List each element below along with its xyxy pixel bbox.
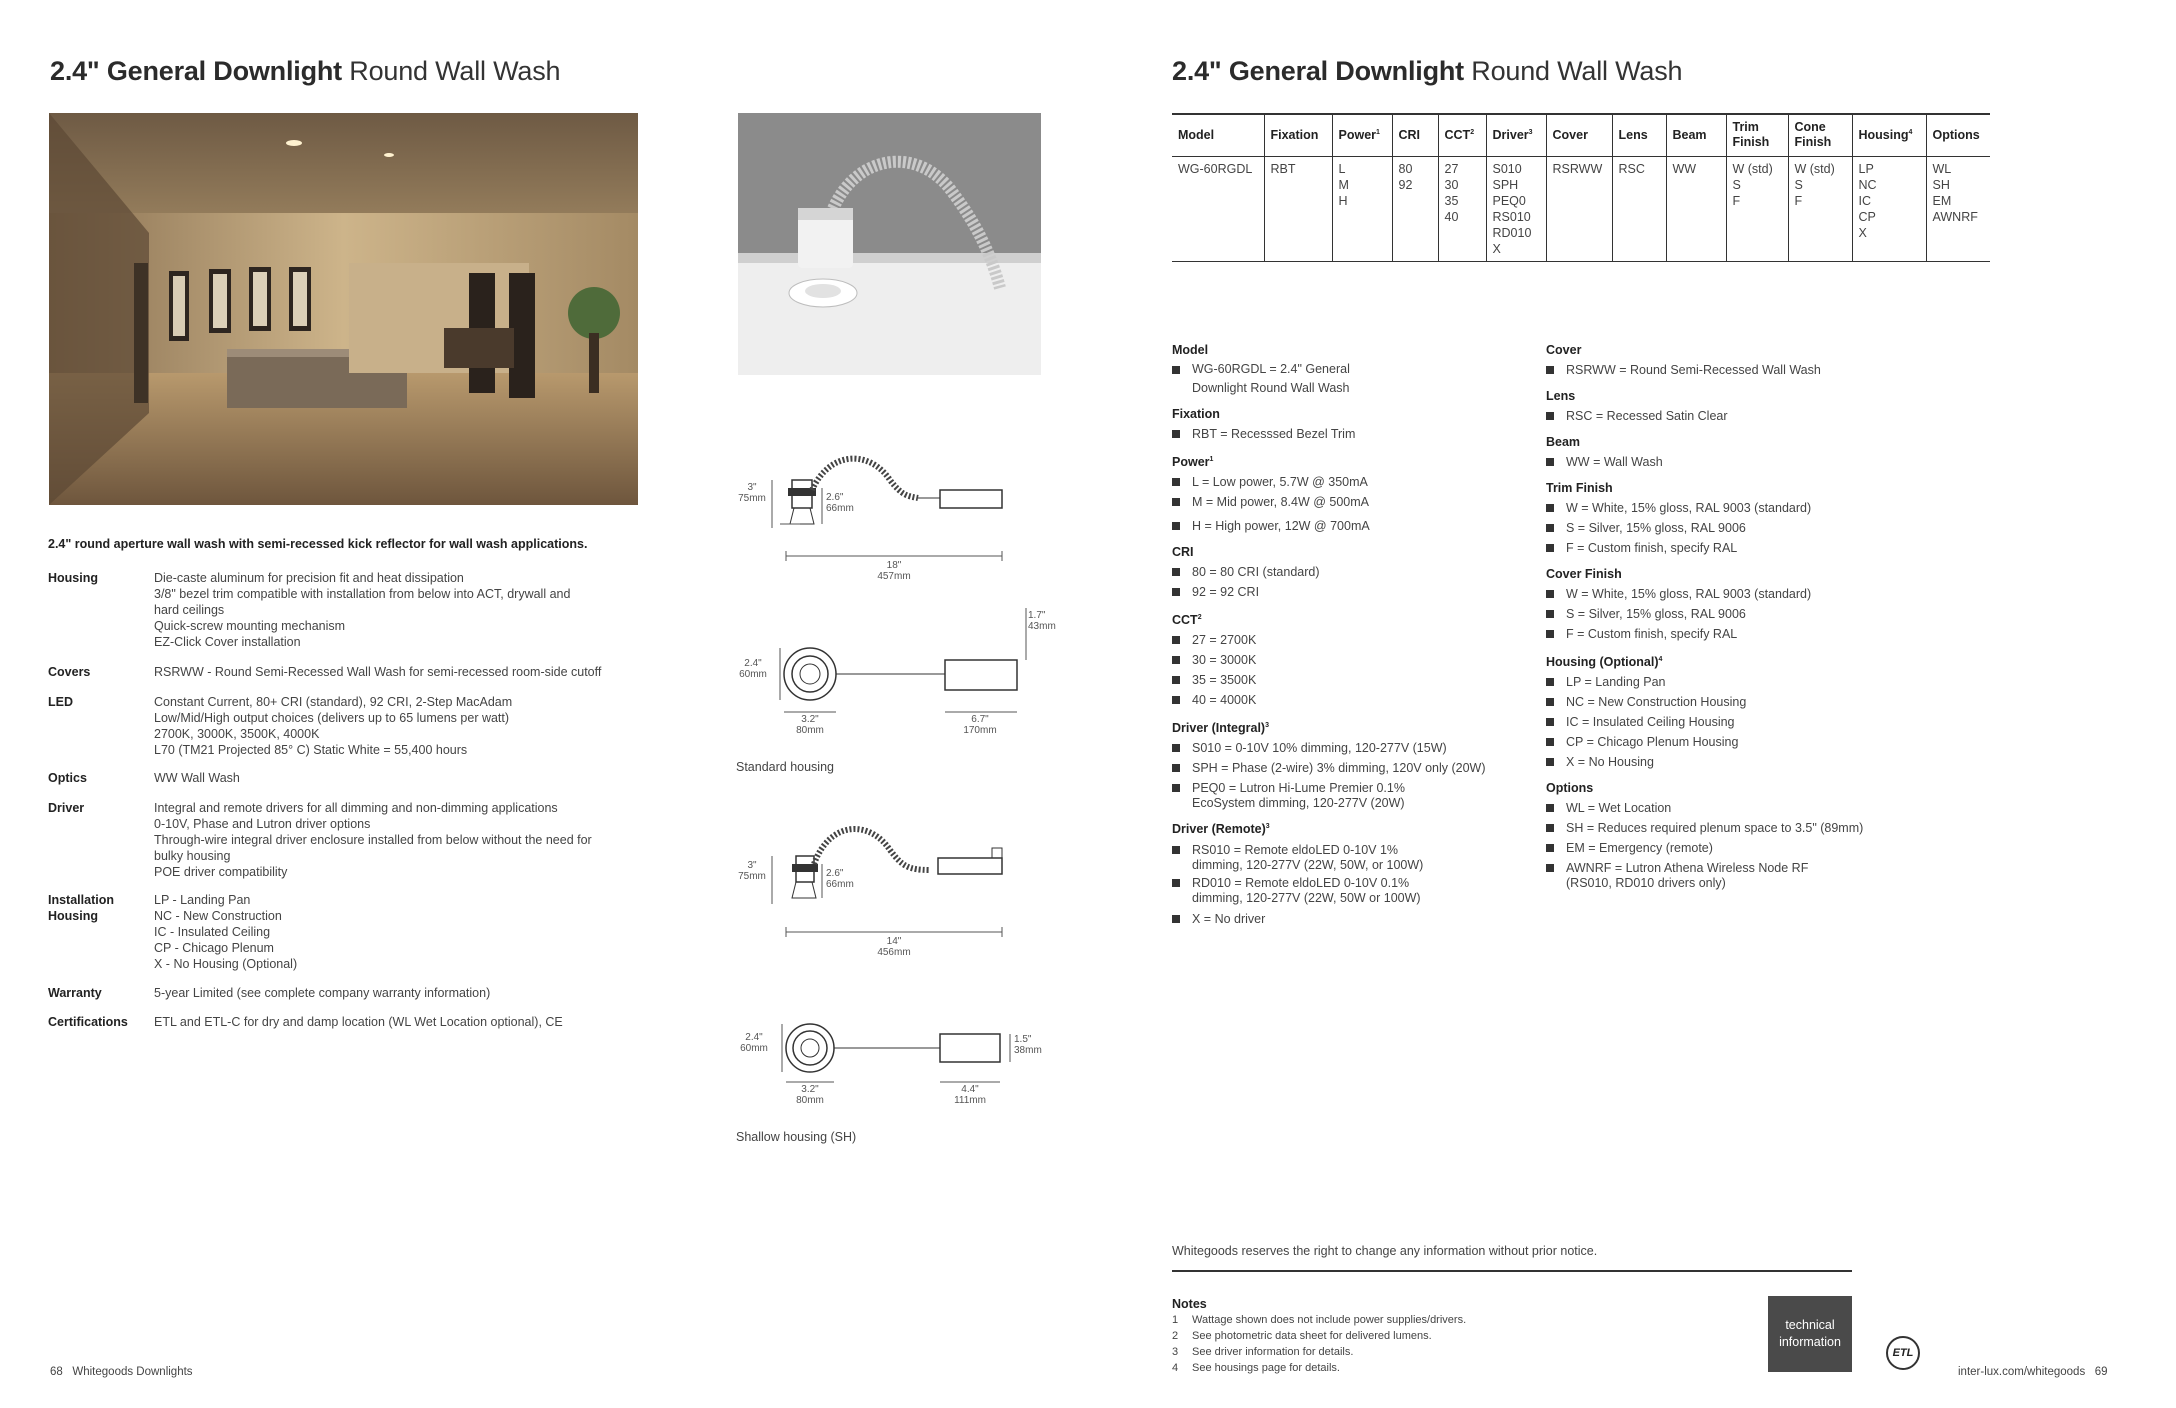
key-item: F = Custom finish, specify RAL xyxy=(1546,538,1926,558)
th-cct: CCT$^2$ xyxy=(1438,114,1486,156)
spec-line: EZ-Click Cover installation xyxy=(154,635,301,649)
key-heading: Options xyxy=(1546,781,1594,796)
note-item: 2 See photometric data sheet for delivered lumens. xyxy=(1172,1330,1432,1342)
th-driver: Driver$^3$ xyxy=(1486,114,1546,156)
th-lens: Lens xyxy=(1612,114,1666,156)
key-item: LP = Landing Pan xyxy=(1546,672,1926,692)
key-item: F = Custom finish, specify RAL xyxy=(1546,624,1926,644)
key-item: 35 = 3500K xyxy=(1172,670,1532,690)
key-item: 80 = 80 CRI (standard) xyxy=(1172,562,1532,582)
dim-mm: 80mm xyxy=(796,1095,824,1106)
key-group-driver-remote xyxy=(1172,817,1532,928)
dim-in: 3" xyxy=(747,860,757,871)
std-top-box-label xyxy=(950,714,1010,736)
std-side-trim-label xyxy=(826,492,854,514)
spec-line: CP - Chicago Plenum xyxy=(154,941,274,955)
dim-in: 4.4" xyxy=(961,1084,979,1095)
spec-line: ETL and ETL-C for dry and damp location (WL Wet Location optional), CE xyxy=(154,1015,563,1029)
dim-in: 1.7" xyxy=(1028,610,1046,621)
spec-value xyxy=(154,985,634,1001)
dim-mm: 66mm xyxy=(826,879,854,890)
dim-in: 3" xyxy=(747,482,757,493)
key-item: RBT = Recesssed Bezel Trim xyxy=(1172,424,1532,444)
key-heading: CRI xyxy=(1172,545,1194,560)
std-side-length-label xyxy=(864,560,924,582)
notes-heading: Notes xyxy=(1172,1297,1207,1311)
key-group-cover xyxy=(1546,340,1926,380)
dim-mm: 75mm xyxy=(738,493,766,504)
key-group-cri xyxy=(1172,542,1532,602)
spec-label-line: Housing xyxy=(48,909,98,923)
key-item: W = White, 15% gloss, RAL 9003 (standard) xyxy=(1546,584,1926,604)
product-lead-text: 2.4" round aperture wall wash with semi-recessed kick reflector for wall wash applications. xyxy=(48,537,588,551)
key-item: W = White, 15% gloss, RAL 9003 (standard) xyxy=(1546,498,1926,518)
spec-line: LP - Landing Pan xyxy=(154,893,251,907)
spec-value xyxy=(154,800,634,880)
spec-label: Certifications xyxy=(48,1015,128,1029)
cell-trim-finish: W (std) S F xyxy=(1726,156,1788,261)
th-options: Options xyxy=(1926,114,1990,156)
th-beam: Beam xyxy=(1666,114,1726,156)
spec-line: 2700K, 3000K, 3500K, 4000K xyxy=(154,727,320,741)
key-item: X = No Housing xyxy=(1546,752,1926,772)
tech-box-line: information xyxy=(1779,1335,1841,1349)
key-group-cct xyxy=(1172,608,1532,710)
cell-model: WG-60RGDL xyxy=(1172,156,1264,261)
spec-line: hard ceilings xyxy=(154,603,225,617)
key-group-cover-finish xyxy=(1546,564,1926,644)
th-housing: Housing$^4$ xyxy=(1852,114,1926,156)
left-page-title xyxy=(50,56,560,87)
std-side-height-label xyxy=(730,482,774,504)
note-item: 4 See housings page for details. xyxy=(1172,1362,1340,1374)
key-item: EM = Emergency (remote) xyxy=(1546,838,1926,858)
key-item: NC = New Construction Housing xyxy=(1546,692,1926,712)
key-heading: Model xyxy=(1172,343,1209,357)
th-cover: Cover xyxy=(1546,114,1612,156)
spec-line: Low/Mid/High output choices (delivers up to 65 lumens per watt) xyxy=(154,711,510,725)
dim-mm: 38mm xyxy=(1014,1045,1042,1056)
key-group-lens xyxy=(1546,386,1926,426)
dim-mm: 60mm xyxy=(740,1043,768,1054)
spec-line: 0-10V, Phase and Lutron driver options xyxy=(154,817,371,831)
dim-in: 3.2" xyxy=(801,1084,819,1095)
dim-in: 1.5" xyxy=(1014,1034,1032,1045)
spec-value xyxy=(154,892,634,972)
key-group-beam xyxy=(1546,432,1926,472)
th-cone-finish: Cone Finish xyxy=(1788,114,1852,156)
key-item: WL = Wet Location xyxy=(1546,798,1926,818)
standard-housing-caption: Standard housing xyxy=(736,760,834,774)
hallway-scene-illustration xyxy=(49,113,638,505)
cell-cone-finish: W (std) S F xyxy=(1788,156,1852,261)
dim-in: 2.6" xyxy=(826,492,844,503)
dim-in: 18" xyxy=(886,560,902,571)
spec-value xyxy=(154,770,634,786)
dim-mm: 457mm xyxy=(877,571,911,582)
dim-in: 2.4" xyxy=(744,658,762,669)
notes-block xyxy=(1172,1296,1672,1376)
left-title-light: Round Wall Wash xyxy=(349,56,561,86)
key-group-power xyxy=(1172,450,1532,536)
spec-label: Optics xyxy=(48,771,87,785)
key-item: SH = Reduces required plenum space to 3.5" (89mm) xyxy=(1546,818,1926,838)
key-item: S = Silver, 15% gloss, RAL 9006 xyxy=(1546,604,1926,624)
spec-list xyxy=(48,570,648,1030)
key-item: IC = Insulated Ceiling Housing xyxy=(1546,712,1926,732)
right-title-bold: 2.4" General Downlight xyxy=(1172,56,1464,86)
spec-line: Die-caste aluminum for precision fit and heat dissipation xyxy=(154,571,464,585)
key-item: X = No driver xyxy=(1172,909,1532,929)
cell-driver: S010 SPH PEQ0 RS010 RD010 X xyxy=(1486,156,1546,261)
spec-line: NC - New Construction xyxy=(154,909,282,923)
spec-line: bulky housing xyxy=(154,849,231,863)
spec-line: 5-year Limited (see complete company warranty information) xyxy=(154,986,491,1000)
dim-in: 6.7" xyxy=(971,714,989,725)
th-fixation: Fixation xyxy=(1264,114,1332,156)
spec-line: RSRWW - Round Semi-Recessed Wall Wash for semi-recessed room-side cutoff xyxy=(154,665,602,679)
note-item: 3 See driver information for details. xyxy=(1172,1346,1354,1358)
key-item: SPH = Phase (2-wire) 3% dimming, 120V only (20W) xyxy=(1172,758,1532,778)
key-heading: Housing (Optional)$^4$ xyxy=(1546,655,1663,670)
key-heading: CCT$^2$ xyxy=(1172,613,1202,628)
note-item: 1 Wattage shown does not include power supplies/drivers. xyxy=(1172,1314,1467,1326)
cell-cri: 80 92 xyxy=(1392,156,1438,261)
key-heading: Lens xyxy=(1546,389,1576,403)
dim-in: 2.4" xyxy=(745,1032,763,1043)
key-item: CP = Chicago Plenum Housing xyxy=(1546,732,1926,752)
spec-line: IC - Insulated Ceiling xyxy=(154,925,271,939)
dim-mm: 66mm xyxy=(826,503,854,514)
downlight-render-illustration xyxy=(738,113,1041,375)
ordering-table-row xyxy=(1172,156,1990,261)
spec-line: 3/8" bezel trim compatible with installation from below into ACT, drywall and xyxy=(154,587,571,601)
key-heading: Driver (Remote)$^3$ xyxy=(1172,822,1270,837)
left-page-footer: 68 Whitegoods Downlights xyxy=(50,1366,193,1378)
key-item: 40 = 4000K xyxy=(1172,690,1532,710)
key-item: WW = Wall Wash xyxy=(1546,452,1926,472)
right-page-title xyxy=(1172,56,1682,87)
key-item: RS010 = Remote eldoLED 0-10V 1% dimming, 120-277V (22W, 50W, or 100W) xyxy=(1172,843,1452,873)
key-group-trim-finish xyxy=(1546,478,1926,558)
spec-line: L70 (TM21 Projected 85° C) Static White = 55,400 hours xyxy=(154,743,468,757)
shallow-housing-top-drawing xyxy=(730,1010,1070,1120)
key-item: H = High power, 12W @ 700mA xyxy=(1172,516,1532,536)
spec-value xyxy=(154,1014,634,1030)
dim-mm: 111mm xyxy=(954,1095,986,1106)
key-heading: Cover xyxy=(1546,343,1582,357)
etl-mark-text: ETL xyxy=(1892,1347,1914,1359)
key-item: 92 = 92 CRI xyxy=(1172,582,1532,602)
tech-box-line: technical xyxy=(1785,1318,1835,1332)
key-item: 30 = 3000K xyxy=(1172,650,1532,670)
spec-line: X - No Housing (Optional) xyxy=(154,957,298,971)
key-group-fixation xyxy=(1172,404,1532,444)
etl-certification-logo xyxy=(1886,1336,1920,1370)
dim-mm: 43mm xyxy=(1028,621,1056,632)
key-heading: Trim Finish xyxy=(1546,481,1613,495)
shallow-housing-caption: Shallow housing (SH) xyxy=(736,1130,857,1144)
spec-line: WW Wall Wash xyxy=(154,771,240,785)
key-item: S010 = 0-10V 10% dimming, 120-277V (15W) xyxy=(1172,738,1532,758)
dim-in: 2.6" xyxy=(826,868,844,879)
key-item: RSRWW = Round Semi-Recessed Wall Wash xyxy=(1546,360,1926,380)
key-heading: Fixation xyxy=(1172,407,1220,421)
dim-mm: 80mm xyxy=(796,725,824,736)
standard-housing-side-drawing xyxy=(730,440,1060,590)
std-top-boxheight-label xyxy=(1028,610,1056,632)
right-page-footer: inter-lux.com/whitegoods 69 xyxy=(1958,1366,2108,1378)
cell-cover: RSRWW xyxy=(1546,156,1612,261)
dim-in: 3.2" xyxy=(801,714,819,725)
key-heading: Cover Finish xyxy=(1546,567,1622,581)
spec-line: POE driver compatibility xyxy=(154,865,288,879)
disclaimer-rule xyxy=(1172,1270,1852,1272)
spec-line: Through-wire integral driver enclosure installed from below without the need for xyxy=(154,833,592,847)
sh-top-box-label xyxy=(940,1084,1000,1106)
cell-power: L M H xyxy=(1332,156,1392,261)
std-top-diameter-label xyxy=(730,658,776,680)
spec-label xyxy=(48,892,148,924)
spec-line: Constant Current, 80+ CRI (standard), 92 CRI, 2-Step MacAdam xyxy=(154,695,513,709)
key-item: RD010 = Remote eldoLED 0-10V 0.1% dimming, 120-277V (22W, 50W or 100W) xyxy=(1172,876,1452,906)
key-group-options xyxy=(1546,778,1926,891)
key-group-model xyxy=(1172,340,1532,398)
product-render-image xyxy=(738,113,1041,375)
sh-top-diameter-label xyxy=(730,1032,778,1054)
th-trim-finish: Trim Finish xyxy=(1726,114,1788,156)
th-model: Model xyxy=(1172,114,1264,156)
sh-top-boxheight-label xyxy=(1014,1034,1042,1056)
key-item: S = Silver, 15% gloss, RAL 9006 xyxy=(1546,518,1926,538)
key-heading: Beam xyxy=(1546,435,1581,449)
sh-side-length-label xyxy=(864,936,924,958)
key-group-driver-integral xyxy=(1172,716,1532,811)
key-item: M = Mid power, 8.4W @ 500mA xyxy=(1172,492,1532,512)
cell-options: WL SH EM AWNRF xyxy=(1926,156,1990,261)
spec-label: LED xyxy=(48,695,73,709)
std-top-width-label xyxy=(780,714,840,736)
spec-label-line: Installation xyxy=(48,893,114,907)
cell-cct: 27 30 35 40 xyxy=(1438,156,1486,261)
key-item: WG-60RGDL = 2.4" General Downlight Round Wall Wash xyxy=(1172,360,1402,398)
dim-mm: 60mm xyxy=(739,669,767,680)
option-key-column-1 xyxy=(1172,340,1532,929)
spec-value xyxy=(154,570,634,650)
option-key-column-2 xyxy=(1546,340,1926,894)
spec-value xyxy=(154,664,634,680)
spec-line: Integral and remote drivers for all dimming and non-dimming applications xyxy=(154,801,558,815)
sh-side-trim-label xyxy=(826,868,854,890)
key-item: RSC = Recessed Satin Clear xyxy=(1546,406,1926,426)
cell-beam: WW xyxy=(1666,156,1726,261)
key-item: 27 = 2700K xyxy=(1172,630,1532,650)
spec-label: Warranty xyxy=(48,986,102,1000)
left-title-bold: 2.4" General Downlight xyxy=(50,56,342,86)
spec-value xyxy=(154,694,634,758)
sh-side-height-label xyxy=(730,860,774,882)
key-group-housing xyxy=(1546,650,1926,772)
spec-line: Quick-screw mounting mechanism xyxy=(154,619,346,633)
cell-housing: LP NC IC CP X xyxy=(1852,156,1926,261)
spec-label: Driver xyxy=(48,801,85,815)
th-power: Power$^1$ xyxy=(1332,114,1392,156)
spec-label: Housing xyxy=(48,571,98,585)
ordering-table-header-row xyxy=(1172,114,1990,156)
key-item: AWNRF = Lutron Athena Wireless Node RF (RS010, RD010 drivers only) xyxy=(1546,861,1836,891)
key-heading: Driver (Integral)$^3$ xyxy=(1172,721,1269,736)
dim-mm: 456mm xyxy=(877,947,911,958)
dim-mm: 75mm xyxy=(738,871,766,882)
spec-label: Covers xyxy=(48,665,91,679)
cell-lens: RSC xyxy=(1612,156,1666,261)
right-title-light: Round Wall Wash xyxy=(1471,56,1683,86)
dim-in: 14" xyxy=(886,936,902,947)
ordering-table xyxy=(1172,113,1990,262)
disclaimer-text: Whitegoods reserves the right to change any information without prior notice. xyxy=(1172,1244,1598,1258)
shallow-housing-side-drawing xyxy=(730,820,1060,970)
key-item: PEQ0 = Lutron Hi-Lume Premier 0.1% EcoSystem dimming, 120-277V (20W) xyxy=(1172,781,1442,811)
product-application-photo xyxy=(49,113,638,505)
dim-mm: 170mm xyxy=(963,725,997,736)
cell-fixation: RBT xyxy=(1264,156,1332,261)
key-heading: Power$^1$ xyxy=(1172,455,1214,470)
key-item: L = Low power, 5.7W @ 350mA xyxy=(1172,472,1532,492)
technical-information-tab[interactable] xyxy=(1768,1296,1852,1372)
sh-top-width-label xyxy=(780,1084,840,1106)
th-cri: CRI xyxy=(1392,114,1438,156)
standard-housing-top-drawing xyxy=(730,608,1070,738)
